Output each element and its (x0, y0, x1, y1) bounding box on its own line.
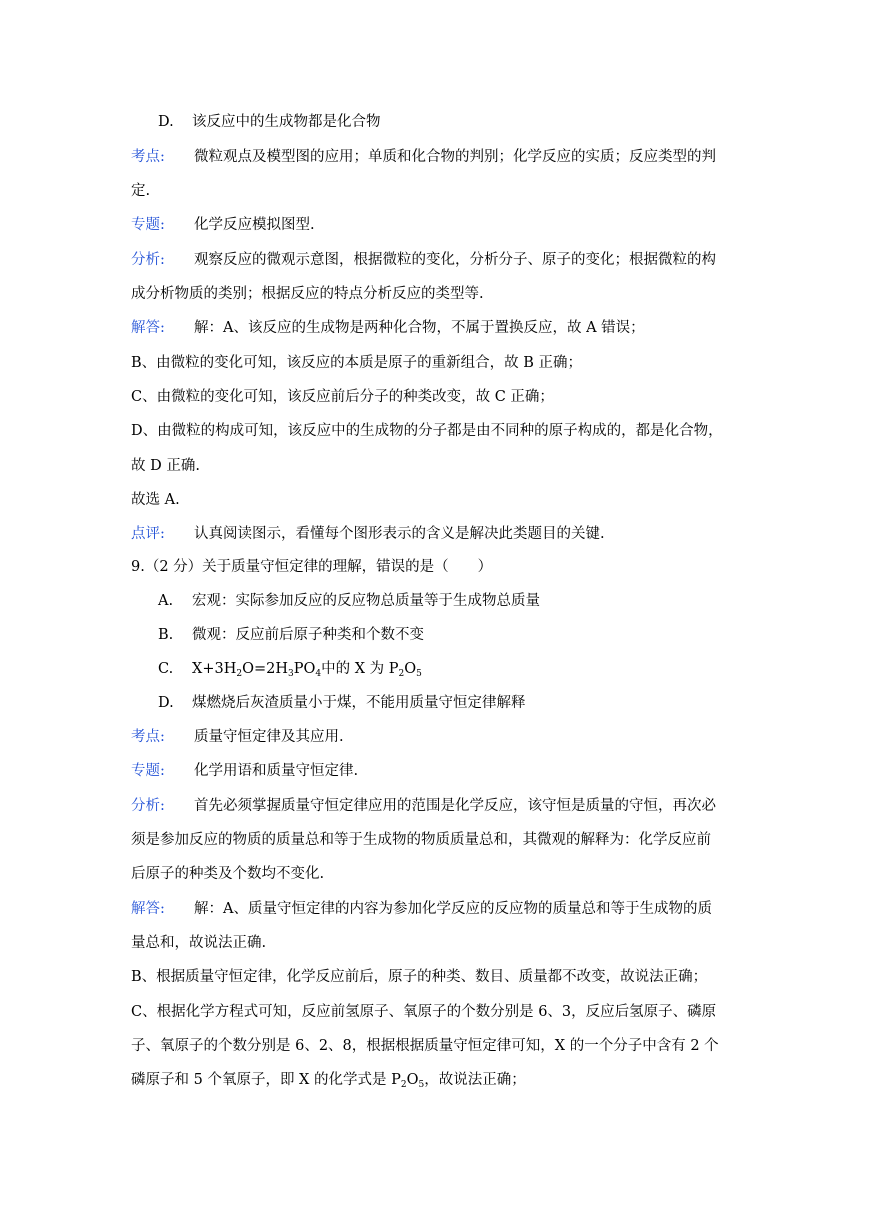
zhuanti-text: 化学反应模拟图型. (194, 217, 315, 233)
q8-jieda (131, 318, 645, 338)
kaodian-text: 质量守恒定律及其应用. (194, 729, 344, 745)
q8-jieda-d: D、由微粒的构成可知，该反应中的生成物的分子都是由不同种的原子构成的，都是化合物， (131, 423, 723, 439)
q8-kaodian-cont: 定. (131, 183, 151, 199)
jieda-text-1: 解：A、该反应的生成物是两种化合物，不属于置换反应，故 A 错误； (194, 320, 645, 336)
jieda-text-1: 解：A、质量守恒定律的内容为参加化学反应的反应物的质量总和等于生成物的质 (194, 901, 712, 917)
option-key: D. (158, 695, 174, 711)
q9-fenxi-cont-1: 须是参加反应的物质的质量总和等于生成物的物质质量总和，其微观的解释为：化学反应前 (131, 832, 711, 848)
option-text: 宏观：实际参加反应的反应物总质量等于生成物总质量 (192, 593, 540, 609)
q9-option-d (158, 693, 526, 713)
label-jieda: 解答: (131, 901, 165, 917)
q9-jieda-c: C、根据化学方程式可知，反应前氢原子、氧原子的个数分别是 6、3，反应后氢原子、磷原 (131, 1004, 717, 1020)
option-key: A. (158, 593, 174, 609)
label-jieda: 解答: (131, 320, 165, 336)
q9-jieda-c-formula: 磷原子和 5 个氧原子，即 X 的化学式是 $P_2O_5$，故说法正确； (131, 1072, 526, 1090)
q9-option-b (158, 625, 424, 645)
q9-stem: 9.（2 分）关于质量守恒定律的理解，错误的是（ ） (131, 559, 493, 575)
label-dianping: 点评: (131, 526, 165, 542)
dianping-text: 认真阅读图示，看懂每个图形表示的含义是解决此类题目的关键. (194, 526, 605, 542)
q9-jieda-b: B、根据质量守恒定律，化学反应前后，原子的种类、数目、质量都不改变，故说法正确； (131, 969, 708, 985)
fenxi-text-1: 首先必须掌握质量守恒定律应用的范围是化学反应，该守恒是质量的守恒，再次必 (194, 798, 716, 814)
option-key: C. (158, 661, 174, 677)
label-zhuanti: 专题: (131, 763, 165, 779)
label-fenxi: 分析: (131, 798, 165, 814)
q8-kaodian (131, 147, 716, 167)
q9-option-a (158, 591, 540, 611)
q8-jieda-d-cont: 故 D 正确. (131, 458, 200, 474)
prev-option-d (158, 112, 381, 132)
option-text: 该反应中的生成物都是化合物 (192, 114, 381, 130)
q8-zhuanti (131, 215, 315, 235)
q8-answer: 故选 A. (131, 492, 180, 508)
kaodian-text-1: 微粒观点及模型图的应用；单质和化合物的判别；化学反应的实质；反应类型的判 (194, 149, 716, 165)
label-kaodian: 考点: (131, 149, 165, 165)
zhuanti-text: 化学用语和质量守恒定律. (194, 763, 359, 779)
option-key: B. (158, 627, 174, 643)
q9-jieda-c-cont: 子、氧原子的个数分别是 6、2、8，根据根据质量守恒定律可知，X 的一个分子中含有 2 个 (131, 1038, 719, 1054)
q8-fenxi-cont: 成分析物质的类别；根据反应的特点分析反应的类型等. (131, 286, 484, 302)
q9-zhuanti (131, 761, 358, 781)
label-fenxi: 分析: (131, 252, 165, 268)
q9-fenxi-cont-2: 后原子的种类及个数均不变化. (131, 866, 325, 882)
label-kaodian: 考点: (131, 729, 165, 745)
label-zhuanti: 专题: (131, 217, 165, 233)
q9-kaodian (131, 727, 344, 747)
option-text: 煤燃烧后灰渣质量小于煤，不能用质量守恒定律解释 (192, 695, 526, 711)
q8-fenxi (131, 250, 716, 270)
option-text: 微观：反应前后原子种类和个数不变 (192, 627, 424, 643)
q8-jieda-c: C、由微粒的变化可知，该反应前后分子的种类改变，故 C 正确； (131, 389, 554, 405)
option-key: D. (158, 114, 174, 130)
option-formula: $X+3H_2O=2H_3PO_4$中的 X 为 $P_2O_5$ (192, 661, 422, 679)
fenxi-text-1: 观察反应的微观示意图，根据微粒的变化，分析分子、原子的变化；根据微粒的构 (194, 252, 716, 268)
q8-jieda-b: B、由微粒的变化可知，该反应的本质是原子的重新组合，故 B 正确； (131, 355, 583, 371)
q9-fenxi (131, 796, 716, 816)
q9-jieda-cont: 量总和，故说法正确. (131, 935, 267, 951)
q9-option-c (158, 659, 422, 679)
q9-jieda (131, 899, 712, 919)
q8-dianping (131, 524, 605, 544)
